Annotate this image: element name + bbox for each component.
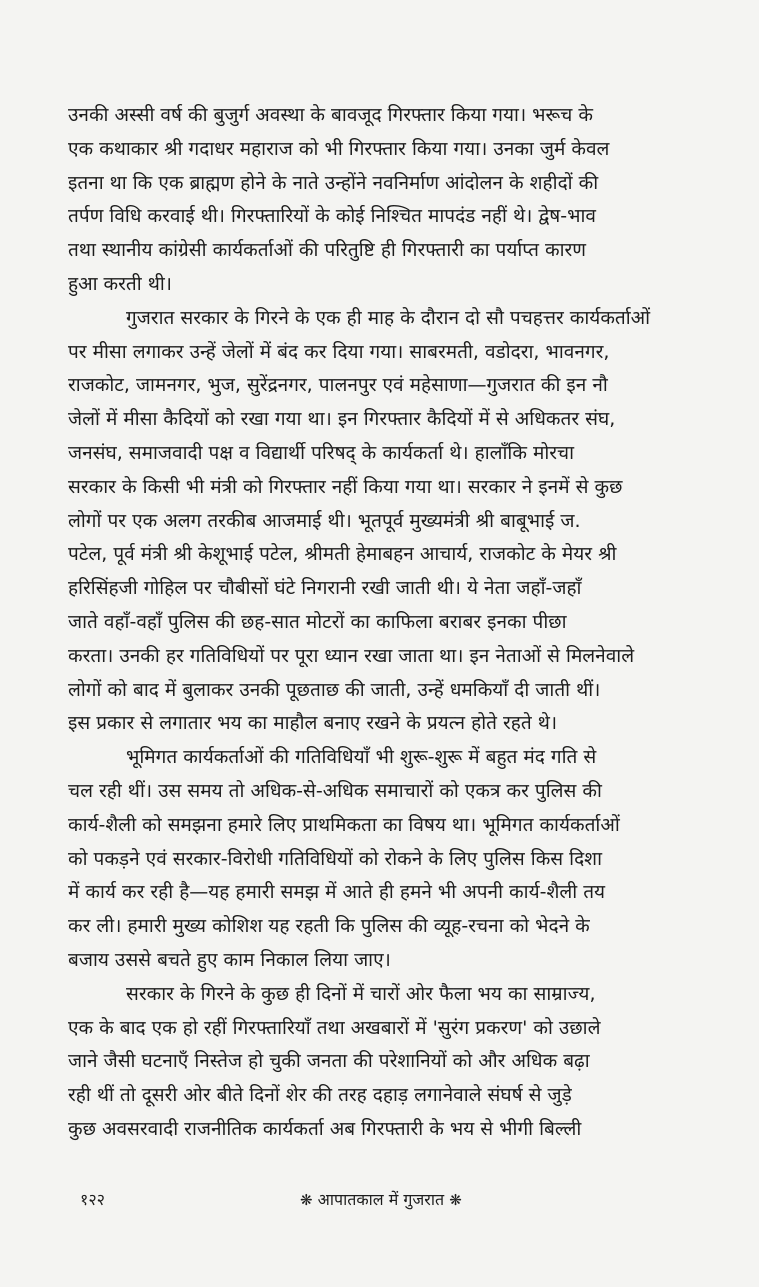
- text-line: गुजरात सरकार के गिरने के एक ही माह के दौरान दो सौ पचहत्तर कार्यकर्ताओं: [126, 306, 651, 329]
- paragraph: [68, 99, 697, 302]
- text-line: एक के बाद एक हो रहीं गिरफ्तारियाँ तथा अखबारों में 'सुरंग प्रकरण' को उछाले: [68, 1016, 601, 1039]
- text-line: जेलों में मीसा कैदियों को रखा गया था। इन गिरफ्तार कैदियों में से अधिकतर संघ,: [68, 408, 616, 431]
- paragraph: [68, 978, 697, 1147]
- text-line: हरिसिंहजी गोहिल पर चौबीसों घंटे निगरानी रखी जाती थी। ये नेता जहाँ-जहाँ: [68, 577, 582, 600]
- text-line: राजकोट, जामनगर, भुज, सुरेंद्रनगर, पालनपुर एवं महेसाणा—गुजरात की इन नौ: [68, 374, 608, 397]
- text-line: इस प्रकार से लगातार भय का माहौल बनाए रखने के प्रयत्न होते रहते थे।: [68, 712, 558, 735]
- text-line: सरकार के गिरने के कुछ ही दिनों में चारों ओर फैला भय का साम्राज्य,: [126, 982, 596, 1005]
- text-line: पटेल, पूर्व मंत्री श्री केशूभाई पटेल, श्रीमती हेमाबहन आचार्य, राजकोट के मेयर श्री: [68, 543, 617, 566]
- page-number: १२२: [80, 1190, 105, 1209]
- text-line: इतना था कि एक ब्राह्मण होने के नाते उन्होंने नवनिर्माण आंदोलन के शहीदों की: [68, 171, 599, 194]
- text-line: कर ली। हमारी मुख्य कोशिश यह रहती कि पुलिस की व्यूह-रचना को भेदने के: [68, 915, 590, 938]
- text-line: सरकार के किसी भी मंत्री को गिरफ्तार नहीं किया गया था। सरकार ने इनमें से कुछ: [68, 475, 623, 498]
- text-line: कार्य-शैली को समझना हमारे लिए प्राथमिकता का विषय था। भूमिगत कार्यकर्ताओं: [68, 813, 620, 836]
- page-footer: [0, 1185, 759, 1215]
- text-line: तर्पण विधि करवाई थी। गिरफ्तारियों के कोई निश्चित मापदंड नहीं थे। द्वेष-भाव: [68, 205, 596, 228]
- text-line: में कार्य कर रही है—यह हमारी समझ में आते ही हमने भी अपनी कार्य-शैली तय: [68, 881, 606, 904]
- text-line: लोगों को बाद में बुलाकर उनकी पूछताछ की जाती, उन्हें धमकियाँ दी जाती थीं।: [68, 678, 601, 701]
- running-title: आपातकाल में गुजरात: [317, 1190, 445, 1209]
- running-title-block: [300, 1185, 462, 1215]
- text-line: तथा स्थानीय कांग्रेसी कार्यकर्ताओं की परितुष्टि ही गिरफ्तारी का पर्याप्त कारण: [68, 239, 587, 262]
- text-line: कुछ अवसरवादी राजनीतिक कार्यकर्ता अब गिरफ्तारी के भय से भीगी बिल्ली: [68, 1117, 582, 1140]
- paragraph: [68, 302, 697, 741]
- text-line: लोगों पर एक अलग तरकीब आजमाई थी। भूतपूर्व मुख्यमंत्री श्री बाबूभाई ज.: [68, 509, 581, 532]
- text-line: जाते वहाँ-वहाँ पुलिस की छह-सात मोटरों का काफिला बराबर इनका पीछा: [68, 610, 567, 633]
- text-line: पर मीसा लगाकर उन्हें जेलों में बंद कर दिया गया। साबरमती, वडोदरा, भावनगर,: [68, 340, 610, 363]
- text-line: रही थीं तो दूसरी ओर बीते दिनों शेर की तरह दहाड़ लगानेवाले संघर्ष से जुड़े: [68, 1084, 572, 1107]
- text-line: हुआ करती थी।: [68, 272, 172, 295]
- text-line: को पकड़ने एवं सरकार-विरोधी गतिविधियों को रोकने के लिए पुलिस किस दिशा: [68, 847, 603, 870]
- text-line: जनसंघ, समाजवादी पक्ष व विद्यार्थी परिषद् के कार्यकर्ता थे। हालाँकि मोरचा: [68, 441, 575, 464]
- text-line: उनकी अस्सी वर्ष की बुजुर्ग अवस्था के बावजूद गिरफ्तार किया गया। भरूच के: [68, 104, 593, 126]
- text-line: जाने जैसी घटनाएँ निस्तेज हो चुकी जनता की परेशानियों को और अधिक बढ़ा: [68, 1050, 590, 1073]
- body-text: [68, 99, 697, 1147]
- text-line: एक कथाकार श्री गदाधर महाराज को भी गिरफ्तार किया गया। उनका जुर्म केवल: [68, 137, 610, 160]
- text-line: भूमिगत कार्यकर्ताओं की गतिविधियाँ भी शुरू-शुरू में बहुत मंद गति से: [126, 746, 597, 769]
- ornament-right: ❋: [449, 1191, 462, 1209]
- text-line: बजाय उससे बचते हुए काम निकाल लिया जाए।: [68, 948, 391, 971]
- text-line: चल रही थीं। उस समय तो अधिक-से-अधिक समाचारों को एकत्र कर पुलिस की: [68, 779, 602, 802]
- text-line: करता। उनकी हर गतिविधियों पर पूरा ध्यान रखा जाता था। इन नेताओं से मिलनेवाले: [68, 644, 635, 667]
- paragraph: [68, 741, 697, 978]
- ornament-left: ❋: [300, 1191, 313, 1209]
